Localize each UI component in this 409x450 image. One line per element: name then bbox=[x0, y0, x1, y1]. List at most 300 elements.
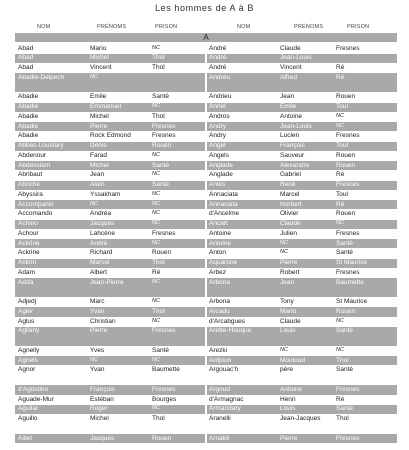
page-title: Les hommes de A à B bbox=[155, 3, 254, 13]
prison-cell: Santé bbox=[336, 239, 353, 247]
prison-cell: NC bbox=[152, 356, 160, 363]
prison-cell: Ré bbox=[336, 200, 345, 208]
row-right-half bbox=[207, 132, 397, 141]
row-right-half bbox=[207, 229, 397, 238]
nom-cell: d'Arcabgues bbox=[209, 317, 245, 325]
row-left-half bbox=[15, 220, 205, 229]
prison-cell: Fresnes bbox=[336, 132, 360, 140]
prenoms-cell: Lahcène bbox=[90, 229, 115, 237]
nom-cell: Andry bbox=[209, 132, 226, 140]
prison-cell: Rouen bbox=[152, 249, 172, 257]
nom-cell: Adjedj bbox=[18, 298, 37, 305]
row-left-half bbox=[15, 171, 205, 180]
prison-cell: NC bbox=[152, 200, 160, 207]
table-row bbox=[15, 415, 397, 434]
nom-cell: Ardjoun bbox=[209, 356, 232, 364]
prison-cell: Toul bbox=[336, 190, 348, 198]
nom-cell: Abadie bbox=[18, 112, 39, 120]
row-left-half bbox=[15, 259, 205, 268]
table-row bbox=[15, 132, 397, 141]
header-prenoms-right: PRÉNOMS bbox=[294, 24, 324, 30]
row-left-half bbox=[15, 249, 205, 258]
table-row bbox=[15, 44, 397, 53]
header-prison-right: PRISON bbox=[347, 24, 370, 30]
prison-cell: Toul bbox=[336, 142, 348, 149]
prison-cell: Santé bbox=[336, 366, 353, 374]
prenoms-cell: père bbox=[280, 366, 294, 374]
nom-cell: Anton bbox=[209, 249, 226, 257]
nom-cell: Arette-Houque bbox=[209, 327, 252, 335]
column-headers bbox=[15, 24, 397, 31]
table-row bbox=[15, 327, 397, 346]
table-row bbox=[15, 190, 397, 199]
prison-cell: Rouen bbox=[336, 307, 356, 315]
table-row bbox=[15, 220, 397, 229]
nom-cell: Abad bbox=[18, 44, 34, 52]
prenoms-cell: Farad bbox=[90, 151, 107, 159]
prenoms-cell: Christian bbox=[90, 317, 116, 325]
header-prison-left: PRISON bbox=[155, 24, 178, 30]
prenoms-cell: René bbox=[280, 181, 296, 188]
row-left-half bbox=[15, 112, 205, 121]
table-row bbox=[15, 259, 397, 268]
prison-cell: Fresnes bbox=[336, 181, 360, 188]
row-left-half bbox=[15, 151, 205, 160]
row-left-half bbox=[15, 268, 205, 277]
prenoms-cell: NC bbox=[90, 200, 98, 207]
nom-cell: Agler bbox=[18, 307, 34, 315]
prison-cell: St Maurice bbox=[336, 259, 368, 266]
row-left-half bbox=[15, 278, 205, 297]
row-left-half bbox=[15, 415, 205, 434]
table-row bbox=[15, 171, 397, 180]
nom-cell: Annaciata bbox=[209, 200, 238, 208]
nom-cell: Argoud bbox=[209, 385, 230, 393]
prenoms-cell: Denis bbox=[90, 142, 107, 149]
nom-cell: Aglus bbox=[18, 317, 35, 325]
row-right-half bbox=[207, 171, 397, 180]
prenoms-cell: Pierre bbox=[280, 434, 298, 442]
nom-cell: Antoine bbox=[209, 239, 232, 247]
row-right-half bbox=[207, 259, 397, 268]
nom-cell: Armandary bbox=[209, 405, 241, 413]
prenoms-cell: NC bbox=[280, 346, 288, 353]
row-right-half bbox=[207, 239, 397, 248]
prenoms-cell: Jean bbox=[90, 171, 105, 179]
section-letter: A bbox=[203, 33, 209, 42]
prenoms-cell: Marcel bbox=[280, 190, 300, 198]
row-left-half bbox=[15, 395, 205, 404]
nom-cell: Aquarone bbox=[209, 259, 238, 266]
nom-cell: Abadie-Delpech bbox=[18, 73, 65, 81]
table-row bbox=[15, 434, 397, 443]
prison-cell: Ré bbox=[336, 171, 345, 179]
prenoms-cell: Mario bbox=[90, 44, 107, 52]
row-left-half bbox=[15, 327, 205, 346]
row-left-half bbox=[15, 239, 205, 248]
nom-cell: Anglade bbox=[209, 161, 233, 169]
table-row bbox=[15, 298, 397, 307]
row-right-half bbox=[207, 210, 397, 219]
prenoms-cell: Émile bbox=[90, 93, 107, 101]
table-row bbox=[15, 200, 397, 209]
prison-cell: Thol bbox=[336, 356, 349, 364]
nom-cell: Abadie bbox=[18, 93, 39, 101]
prenoms-cell: Michel bbox=[90, 54, 109, 62]
prison-cell: Fresnes bbox=[152, 122, 176, 130]
row-left-half bbox=[15, 346, 205, 355]
nom-cell: Andréu bbox=[209, 73, 230, 81]
prenoms-cell: Michel bbox=[90, 161, 109, 169]
prison-cell: NC bbox=[152, 171, 160, 178]
prison-cell: Santé bbox=[152, 161, 169, 169]
prison-cell: Santé bbox=[152, 93, 169, 101]
prenoms-cell: Yvan bbox=[90, 307, 105, 315]
table-row bbox=[15, 249, 397, 258]
prison-cell: Thol bbox=[152, 64, 165, 71]
prison-cell: Ré bbox=[336, 395, 345, 403]
row-right-half bbox=[207, 161, 397, 170]
nom-cell: Ackrine bbox=[18, 239, 40, 247]
prison-cell: NC bbox=[152, 44, 160, 51]
row-right-half bbox=[207, 73, 397, 92]
nom-cell: Arezki bbox=[209, 346, 228, 354]
nom-cell: d'Armagnac bbox=[209, 395, 244, 403]
prenoms-cell: Pierre bbox=[90, 122, 108, 130]
prenoms-cell: Yves bbox=[90, 346, 105, 354]
row-left-half bbox=[15, 385, 205, 394]
table-row bbox=[15, 112, 397, 121]
prenoms-cell: Antoine bbox=[280, 112, 303, 120]
letter-section-header bbox=[15, 33, 397, 42]
row-right-half bbox=[207, 44, 397, 53]
table-row bbox=[15, 268, 397, 277]
nom-cell: Argouac'h bbox=[209, 366, 239, 374]
row-left-half bbox=[15, 142, 205, 151]
row-right-half bbox=[207, 385, 397, 394]
prison-cell: Ré bbox=[336, 73, 345, 81]
prenoms-cell: Marcel bbox=[90, 259, 110, 266]
nom-cell: Abdenour bbox=[18, 151, 47, 159]
table-row bbox=[15, 93, 397, 102]
row-left-half bbox=[15, 200, 205, 209]
prison-cell: NC bbox=[336, 122, 344, 129]
prenoms-cell: Vincent bbox=[280, 64, 302, 71]
prison-cell: Thol bbox=[336, 415, 349, 422]
nom-cell: Abad bbox=[18, 64, 34, 71]
nom-cell: Aguilar bbox=[18, 405, 39, 413]
row-right-half bbox=[207, 112, 397, 121]
row-right-half bbox=[207, 307, 397, 316]
row-left-half bbox=[15, 181, 205, 190]
nom-cell: Angel bbox=[209, 142, 226, 149]
prenoms-cell: Gabriel bbox=[280, 171, 301, 179]
prenoms-cell: Roger bbox=[90, 405, 108, 413]
prenoms-cell: Julien bbox=[280, 229, 297, 237]
prison-cell: St Maurice bbox=[336, 298, 368, 305]
row-left-half bbox=[15, 356, 205, 365]
prenoms-cell: Émile bbox=[280, 103, 297, 110]
header-nom-left: NOM bbox=[37, 24, 51, 30]
nom-cell: André bbox=[209, 44, 227, 52]
prison-cell: NC bbox=[152, 405, 160, 412]
prenoms-cell: Henri bbox=[280, 395, 296, 403]
prison-cell: Fresnes bbox=[336, 385, 360, 393]
row-left-half bbox=[15, 73, 205, 92]
table-row bbox=[15, 181, 397, 190]
row-left-half bbox=[15, 366, 205, 385]
nom-cell: d'Ancelme bbox=[209, 210, 240, 218]
row-left-half bbox=[15, 161, 205, 170]
prenoms-cell: NC bbox=[280, 249, 288, 256]
prison-cell: Thol bbox=[152, 415, 165, 422]
prenoms-cell: Alain bbox=[90, 181, 105, 188]
prenoms-cell: Tony bbox=[280, 298, 294, 305]
prison-cell: Baumette bbox=[336, 278, 364, 286]
prenoms-cell: NC bbox=[90, 73, 98, 80]
table-row bbox=[15, 346, 397, 355]
nom-cell: Anriel bbox=[209, 103, 226, 110]
prison-cell: Rouen bbox=[336, 151, 356, 159]
prenoms-cell: Jean bbox=[280, 93, 295, 101]
prenoms-cell: Estéban bbox=[90, 395, 114, 403]
prenoms-cell: Yvan bbox=[90, 366, 105, 374]
nom-cell: Abriche bbox=[18, 181, 41, 188]
table-row bbox=[15, 161, 397, 170]
prison-cell: Fresnes bbox=[336, 229, 360, 237]
row-right-half bbox=[207, 220, 397, 229]
prenoms-cell: Jacques bbox=[90, 434, 115, 442]
nom-cell: Aranelli bbox=[209, 415, 231, 422]
prison-cell: Santé bbox=[336, 249, 353, 257]
row-left-half bbox=[15, 93, 205, 102]
header-prenoms-left: PRÉNOMS bbox=[97, 24, 127, 30]
nom-cell: Andry bbox=[209, 122, 226, 130]
prison-cell: NC bbox=[152, 239, 160, 246]
prison-cell: Thol bbox=[152, 259, 165, 266]
nom-cell: Aniès bbox=[209, 181, 226, 188]
row-right-half bbox=[207, 395, 397, 404]
prenoms-cell: Pierre bbox=[280, 259, 298, 266]
nom-cell: Abad bbox=[18, 54, 34, 62]
prison-cell: NC bbox=[336, 112, 344, 119]
row-left-half bbox=[15, 64, 205, 73]
row-right-half bbox=[207, 268, 397, 277]
row-right-half bbox=[207, 405, 397, 414]
row-right-half bbox=[207, 366, 397, 385]
nom-cell: Ancart bbox=[209, 220, 228, 227]
prenoms-cell: Lucien bbox=[280, 132, 300, 140]
prenoms-cell: Albert bbox=[90, 268, 107, 276]
table-row bbox=[15, 395, 397, 404]
prison-cell: Baumette bbox=[152, 366, 180, 374]
nom-cell: Ackrine bbox=[18, 249, 40, 257]
prison-cell: NC bbox=[152, 151, 160, 158]
row-left-half bbox=[15, 307, 205, 316]
prison-cell: NC bbox=[152, 220, 160, 226]
nom-cell: d'Agostino bbox=[18, 385, 49, 393]
nom-cell: Arnaldi bbox=[209, 434, 230, 442]
row-left-half bbox=[15, 54, 205, 63]
nom-cell: Aguillo bbox=[18, 415, 38, 422]
row-right-half bbox=[207, 346, 397, 355]
nom-cell: Ackrin bbox=[18, 259, 37, 266]
prenoms-cell: NC bbox=[280, 239, 288, 246]
table-row bbox=[15, 307, 397, 316]
prison-cell: NC bbox=[336, 346, 344, 353]
prenoms-cell: Jean-Jacques bbox=[280, 415, 321, 422]
prenoms-cell: Alfred bbox=[280, 73, 297, 81]
prenoms-cell: François bbox=[280, 142, 305, 149]
table-row bbox=[15, 366, 397, 385]
row-right-half bbox=[207, 142, 397, 151]
nom-cell: Adda bbox=[18, 278, 34, 286]
row-right-half bbox=[207, 103, 397, 112]
prenoms-cell: Antoine bbox=[280, 385, 303, 393]
prenoms-cell: Richard bbox=[90, 249, 113, 257]
prenoms-cell: Jacques bbox=[90, 220, 115, 227]
prenoms-cell: André bbox=[90, 239, 108, 247]
nom-cell: Accompanio bbox=[18, 200, 54, 208]
prenoms-cell: Mouloud bbox=[280, 356, 305, 364]
prison-cell: Thol bbox=[152, 54, 165, 62]
prenoms-cell: Claude bbox=[280, 317, 301, 325]
nom-cell: Achino bbox=[18, 220, 38, 227]
row-left-half bbox=[15, 132, 205, 141]
row-right-half bbox=[207, 434, 397, 443]
prison-cell: Rouen bbox=[336, 161, 356, 169]
row-right-half bbox=[207, 415, 397, 434]
prison-cell: NC bbox=[152, 317, 160, 324]
prenoms-cell: Robert bbox=[280, 268, 300, 276]
nom-cell: Agnelly bbox=[18, 346, 40, 354]
nom-cell: Adam bbox=[18, 268, 35, 276]
nom-cell: Abbes-Loustary bbox=[18, 142, 64, 149]
table-row bbox=[15, 317, 397, 326]
nom-cell: Abdesslam bbox=[18, 161, 51, 169]
row-left-half bbox=[15, 103, 205, 112]
prison-cell: Fresnes bbox=[336, 44, 360, 52]
row-right-half bbox=[207, 181, 397, 190]
prenoms-cell: Norbert bbox=[280, 200, 302, 208]
nom-cell: André bbox=[209, 54, 227, 62]
prison-cell: NC bbox=[336, 220, 344, 226]
row-right-half bbox=[207, 298, 397, 307]
prenoms-cell: Claude bbox=[280, 220, 301, 227]
prenoms-cell: Vincent bbox=[90, 64, 112, 71]
nom-cell: Annaciata bbox=[209, 190, 238, 198]
prison-cell: Santé bbox=[152, 346, 169, 354]
nom-cell: Accomando bbox=[18, 210, 53, 218]
prison-cell: Rouen bbox=[336, 210, 356, 218]
prison-cell: Toul bbox=[336, 103, 348, 110]
nom-cell: Abadie bbox=[18, 132, 39, 140]
prenoms-cell: Louis bbox=[280, 327, 296, 335]
prison-cell: Rouen bbox=[152, 434, 172, 442]
table-row bbox=[15, 385, 397, 394]
prenoms-cell: Jean-Pierre bbox=[90, 278, 124, 286]
prenoms-cell: Jean bbox=[280, 278, 295, 286]
prison-cell: Thol bbox=[152, 112, 165, 120]
prenoms-cell: Jean-Louis bbox=[280, 122, 312, 130]
nom-cell: Andros bbox=[209, 112, 230, 120]
nom-cell: Agnor bbox=[18, 366, 36, 374]
prison-cell: Fresnes bbox=[152, 132, 176, 140]
prison-cell: NC bbox=[152, 210, 160, 217]
prison-cell: Ré bbox=[152, 268, 161, 276]
prenoms-cell: Jean-Louis bbox=[280, 54, 312, 62]
nom-cell: Abadie bbox=[18, 122, 39, 130]
prenoms-cell: Rock Edmond bbox=[90, 132, 131, 140]
nom-cell: Agliany bbox=[18, 327, 40, 335]
prenoms-cell: Michel bbox=[90, 112, 109, 120]
table-row bbox=[15, 103, 397, 112]
prenoms-cell: Mario bbox=[280, 307, 297, 315]
nom-cell: Abribaut bbox=[18, 171, 43, 179]
table-row bbox=[15, 64, 397, 73]
row-left-half bbox=[15, 44, 205, 53]
table-row bbox=[15, 239, 397, 248]
table-row bbox=[15, 229, 397, 238]
prison-cell: NC bbox=[152, 103, 160, 109]
nom-cell: Arbez bbox=[209, 268, 226, 276]
prenoms-cell: Alexandre bbox=[280, 161, 310, 169]
nom-cell: Agnels bbox=[18, 356, 38, 364]
table-row bbox=[15, 278, 397, 297]
table-row bbox=[15, 142, 397, 151]
prison-cell: Fresnes bbox=[336, 434, 360, 442]
row-right-half bbox=[207, 122, 397, 131]
row-right-half bbox=[207, 151, 397, 160]
prenoms-cell: Emmanuel bbox=[90, 103, 122, 110]
row-right-half bbox=[207, 190, 397, 199]
prison-cell: Rouen bbox=[336, 93, 356, 101]
prison-cell: NC bbox=[152, 190, 160, 197]
row-right-half bbox=[207, 93, 397, 102]
row-left-half bbox=[15, 210, 205, 219]
nom-cell: Antoine bbox=[209, 229, 232, 237]
nom-cell: Arbona bbox=[209, 298, 230, 305]
row-left-half bbox=[15, 122, 205, 131]
prison-cell: NC bbox=[152, 298, 160, 304]
prison-cell: Fresnes bbox=[152, 385, 176, 393]
nom-cell: Aguade-Mur bbox=[18, 395, 54, 403]
table-row bbox=[15, 73, 397, 92]
prison-cell: Rouen bbox=[152, 142, 172, 149]
row-right-half bbox=[207, 64, 397, 73]
prison-cell: Santé bbox=[336, 405, 353, 413]
prenoms-cell: Louis bbox=[280, 405, 296, 413]
nom-cell: Achour bbox=[18, 229, 39, 237]
row-right-half bbox=[207, 278, 397, 297]
prison-cell: Bourges bbox=[152, 395, 177, 403]
prenoms-cell: Marc bbox=[90, 298, 105, 305]
header-nom-right: NOM bbox=[237, 24, 251, 30]
nom-cell: Abyssira bbox=[18, 190, 43, 198]
prison-cell: Fresnes bbox=[336, 268, 360, 276]
nom-cell: Abadie bbox=[18, 103, 39, 110]
prison-cell: Thol bbox=[152, 307, 165, 315]
prenoms-cell: Sauveur bbox=[280, 151, 305, 159]
table-row bbox=[15, 122, 397, 131]
table-row bbox=[15, 151, 397, 160]
row-right-half bbox=[207, 317, 397, 326]
nom-cell: André bbox=[209, 64, 227, 71]
row-right-half bbox=[207, 249, 397, 258]
row-left-half bbox=[15, 317, 205, 326]
prison-cell: NC bbox=[152, 278, 160, 285]
prison-cell: Santé bbox=[152, 181, 169, 188]
